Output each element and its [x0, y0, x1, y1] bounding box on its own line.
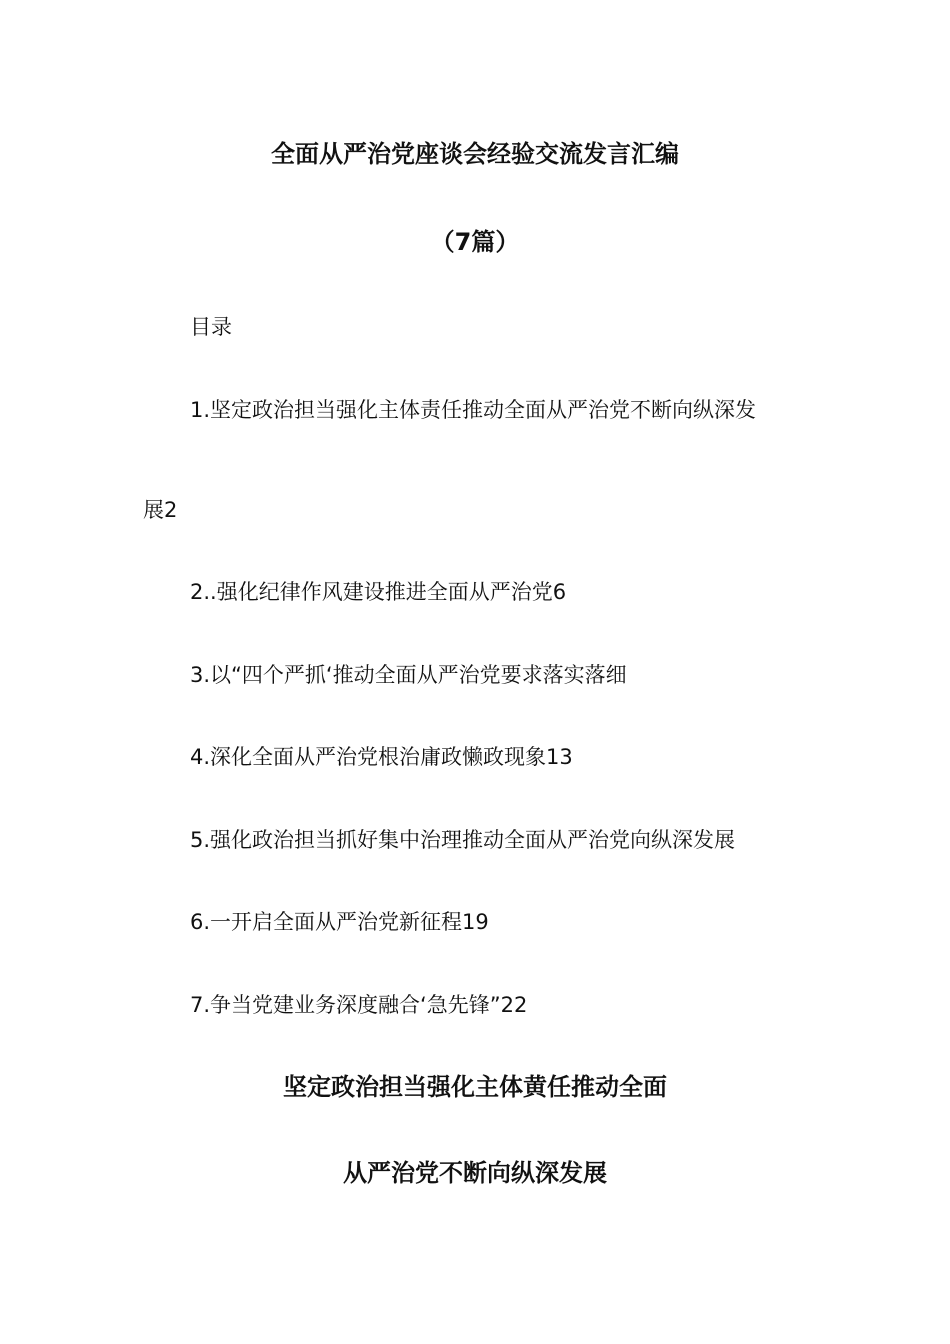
toc-item-1-line-1: 1.坚定政治担当强化主体责任推动全面从严治党不断向纵深发 [190, 398, 757, 422]
toc-item-5: 5.强化政治担当抓好集中治理推动全面从严治党向纵深发展 [190, 828, 736, 852]
document-subtitle: （7篇） [430, 228, 520, 256]
toc-heading: 目录 [190, 315, 232, 339]
toc-item-4: 4.深化全面从严治党根治庸政懒政现象13 [190, 745, 573, 769]
section-title-line-2: 从严治党不断向纵深发展 [343, 1159, 607, 1187]
toc-item-2: 2..强化纪律作风建设推进全面从严治党6 [190, 580, 567, 604]
toc-item-1-line-2: 展2 [143, 498, 178, 522]
section-title-line-1: 坚定政治担当强化主体黄任推动全面 [283, 1073, 667, 1101]
toc-item-3: 3.以“四个严抓‘推动全面从严治党要求落实落细 [190, 663, 627, 687]
toc-item-6: 6.一开启全面从严治党新征程19 [190, 910, 489, 934]
toc-item-7: 7.争当党建业务深度融合‘急先锋”22 [190, 993, 528, 1017]
document-title: 全面从严治党座谈会经验交流发言汇编 [271, 140, 679, 168]
